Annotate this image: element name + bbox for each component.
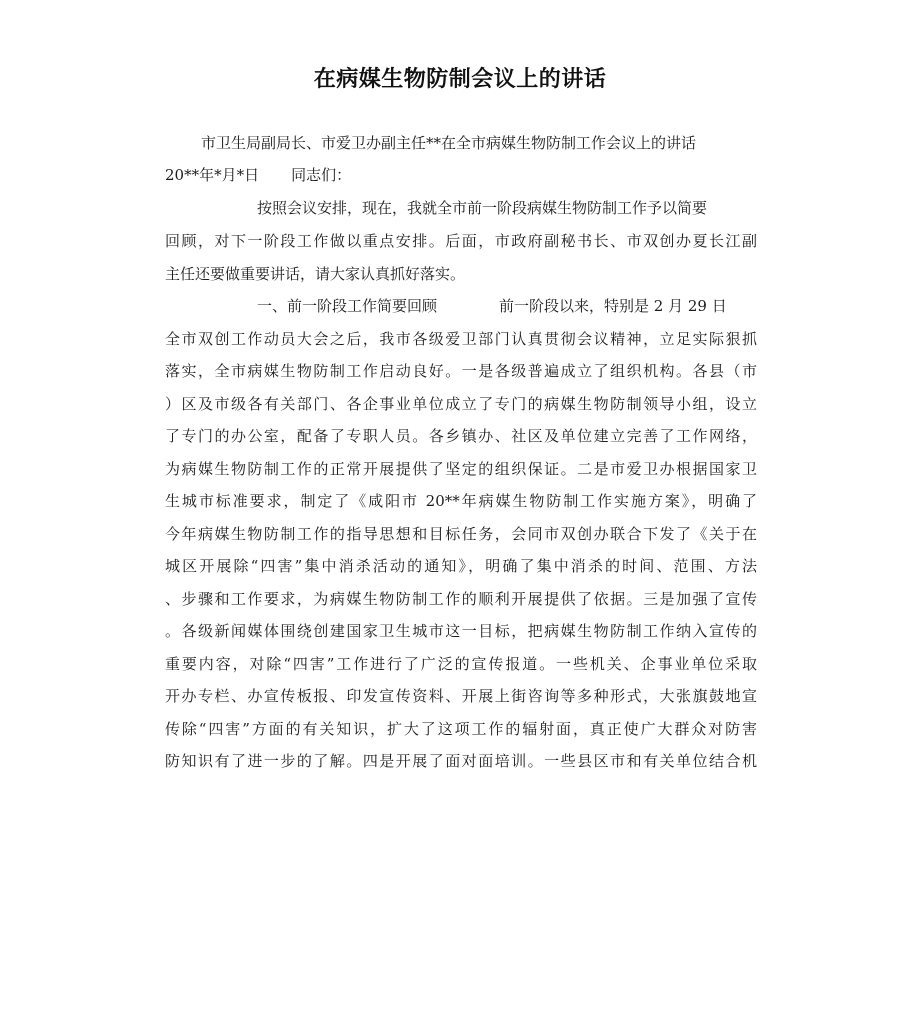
intro-line: 市卫生局副局长、市爱卫办副主任**在全市病媒生物防制工作会议上的讲话 [201, 134, 697, 152]
paragraph-1-line-3: 主任还要做重要讲话，请大家认真抓好落实。 [165, 265, 466, 283]
body-line: 落实，全市病媒生物防制工作启动良好。一是各级普遍成立了组织机构。各县（市 [165, 362, 757, 380]
date-salutation-line [165, 163, 351, 187]
section-1-heading-line [257, 294, 727, 318]
body-line: 重要内容，对除“四害”工作进行了广泛的宣传报道。一些机关、企事业单位采取 [165, 655, 757, 673]
body-line: 生城市标准要求，制定了《咸阳市 20**年病媒生物防制工作实施方案》，明确了 [165, 492, 757, 510]
speech-date: 20**年*月*日 [165, 166, 260, 184]
body-line: 了专门的办公室，配备了专职人员。各乡镇办、社区及单位建立完善了工作网络， [165, 427, 757, 445]
body-line: 。各级新闻媒体围绕创建国家卫生城市这一目标，把病媒生物防制工作纳入宣传的 [165, 622, 757, 640]
section-1-first-text: 前一阶段以来，特别是 2 月 29 日 [499, 297, 727, 315]
body-line: 防知识有了进一步的了解。四是开展了面对面培训。一些县区市和有关单位结合机 [165, 752, 757, 770]
body-line: 城区开展除“四害”集中消杀活动的通知》，明确了集中消杀的时间、范围、方法 [165, 557, 757, 575]
body-line: 、步骤和工作要求，为病媒生物防制工作的顺利开展提供了依据。三是加强了宣传 [165, 590, 757, 608]
body-line: 传除“四害”方面的有关知识，扩大了这项工作的辐射面，真正使广大群众对防害 [165, 720, 757, 738]
document-title: 在病媒生物防制会议上的讲话 [313, 67, 607, 92]
paragraph-1-line-2: 回顾，对下一阶段工作做以重点安排。后面，市政府副秘书长、市双创办夏长江副 [165, 232, 757, 250]
body-line: 开办专栏、办宣传板报、印发宣传资料、开展上街咨询等多种形式，大张旗鼓地宣 [165, 687, 757, 705]
body-line: ）区及市级各有关部门、各企事业单位成立了专门的病媒生物防制领导小组，设立 [165, 395, 757, 413]
body-line: 为病媒生物防制工作的正常开展提供了坚定的组织保证。二是市爱卫办根据国家卫 [165, 460, 757, 478]
salutation: 同志们： [291, 166, 352, 184]
body-line: 今年病媒生物防制工作的指导思想和目标任务，会同市双创办联合下发了《关于在 [165, 525, 757, 543]
section-1-heading: 一、前一阶段工作简要回顾 [257, 297, 438, 315]
body-line: 全市双创工作动员大会之后，我市各级爱卫部门认真贯彻会议精神，立足实际狠抓 [165, 330, 757, 348]
paragraph-1-line-1: 按照会议安排，现在，我就全市前一阶段病媒生物防制工作予以简要 [257, 199, 708, 217]
